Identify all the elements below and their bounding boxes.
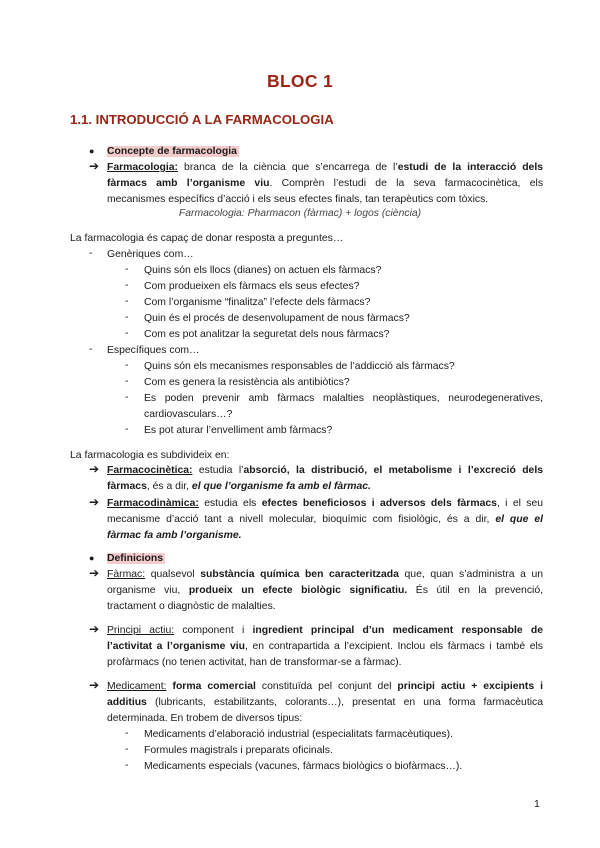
page-number: 1	[534, 798, 540, 810]
kinetics-line-1: Farmacocinètica: estudia l’absorció, la distribució, el metabolisme i l’excreció dels	[107, 465, 543, 476]
active-line-1: Principi actiu: component i ingredient principal d’un medicament responsable de	[107, 625, 543, 636]
medicine-line-1: Medicament: forma comercial constituïda pel conjunt del principi actiu + excipients i	[107, 681, 543, 692]
concept-heading: Concepte de farmacologia	[107, 146, 237, 157]
dash-icon: -	[125, 296, 129, 307]
generic-label: Genèriques com…	[107, 249, 194, 260]
drug-line-1: Fàrmac: qualsevol substància química ben caracteritzada que, quan s’administra a un	[107, 569, 544, 580]
arrow-icon: ➔	[89, 678, 100, 692]
dash-icon: -	[125, 360, 129, 371]
section-title: 1.1. INTRODUCCIÓ A LA FARMACOLOGIA	[70, 112, 334, 127]
generic-question: Com es pot analitzar la seguretat dels nous fàrmacs?	[144, 329, 390, 340]
arrow-icon: ➔	[89, 495, 100, 509]
dash-icon: -	[89, 248, 93, 259]
bullet-icon: ●	[89, 553, 95, 563]
specific-question: Es pot aturar l’envelliment amb fàrmacs?	[144, 425, 333, 436]
concept-line-3: mecanismes específics d’acció i els seus efectes finals, tan terapèutics com tòxics.	[107, 194, 489, 205]
dash-icon: -	[125, 280, 129, 291]
dynamics-line-2: mecanisme d’acció tant a nivell molecular, bioquímic com fisiològic, és a dir, el que el	[107, 514, 544, 525]
generic-question: Com l’organisme “finalitza” l’efecte dels fàrmacs?	[144, 297, 371, 308]
medicine-line-2: additius (lubricants, estabilitzants, colorants…), presentat en una forma farmacèutica	[107, 697, 543, 708]
dynamics-line-1: Farmacodinàmica: estudia els efectes beneficiosos i adversos dels fàrmacs, i el seu	[107, 498, 544, 509]
dash-icon: -	[125, 744, 129, 755]
subdivision-intro: La farmacologia es subdivideix en:	[70, 450, 230, 461]
active-line-3: profàrmacs (no tenen activitat, han de transformar-se a fàrmac).	[107, 657, 402, 668]
kinetics-line-2: fàrmacs, és a dir, el que l’organisme fa amb el fàrmac.	[107, 481, 371, 492]
generic-question: Quins són els llocs (dianes) on actuen els fàrmacs?	[144, 265, 382, 276]
concept-line-1: Farmacologia: branca de la ciència que s’encarrega de l’estudi de la interacció dels	[107, 162, 543, 173]
generic-question: Quin és el procés de desenvolupament de nous fàrmacs?	[144, 313, 410, 324]
drug-line-2: organisme viu, produeix un efecte biològic significatiu. És útil en la prevenció,	[107, 585, 543, 596]
drug-line-3: tractament o diagnòstic de malalties.	[107, 601, 276, 612]
arrow-icon: ➔	[89, 566, 100, 580]
specific-question: Quins són els mecanismes responsables de l’addicció als fàrmacs?	[144, 361, 455, 372]
page-title: BLOC 1	[267, 71, 333, 91]
medicine-type: Medicaments especials (vacunes, fàrmacs biològics o biofàrmacs…).	[144, 761, 463, 772]
arrow-icon: ➔	[89, 462, 100, 476]
medicine-line-3: determinada. En trobem de diversos tipus:	[107, 713, 303, 724]
dash-icon: -	[89, 344, 93, 355]
specific-question: Com es genera la resistència als antibiòtics?	[144, 377, 350, 388]
specific-label: Específiques com…	[107, 345, 200, 356]
specific-question: Es poden prevenir amb fàrmacs malalties neoplàstiques, neurodegeneratives,	[144, 393, 543, 404]
questions-intro: La farmacologia és capaç de donar resposta a preguntes…	[70, 233, 344, 244]
dash-icon: -	[125, 424, 129, 435]
dash-icon: -	[125, 328, 129, 339]
specific-question-cont: cardiovasculars…?	[144, 409, 233, 420]
dash-icon: -	[125, 312, 129, 323]
dash-icon: -	[125, 760, 129, 771]
dash-icon: -	[125, 728, 129, 739]
medicine-type: Formules magistrals i preparats oficinals.	[144, 745, 333, 756]
generic-question: Com produeixen els fàrmacs els seus efectes?	[144, 281, 360, 292]
concept-line-2: fàrmacs amb l’organisme viu. Comprèn l’estudi de la seva farmacocinètica, els	[107, 178, 544, 189]
definitions-heading: Definicions	[107, 553, 164, 564]
bullet-icon: ●	[89, 146, 95, 156]
dynamics-line-3: fàrmac fa amb l’organisme.	[107, 530, 242, 541]
etymology: Farmacologia: Pharmacon (fàrmac) + logos (ciència)	[178, 208, 422, 219]
dash-icon: -	[125, 392, 129, 403]
arrow-icon: ➔	[89, 622, 100, 636]
medicine-type: Medicaments d’elaboració industrial (especialitats farmacèutiques).	[144, 729, 453, 740]
arrow-icon: ➔	[89, 159, 100, 173]
dash-icon: -	[125, 376, 129, 387]
active-line-2: l’activitat a l’organisme viu, en contrapartida a l’excipient. Inclou els fàrmacs i també els	[107, 641, 543, 652]
dash-icon: -	[125, 264, 129, 275]
